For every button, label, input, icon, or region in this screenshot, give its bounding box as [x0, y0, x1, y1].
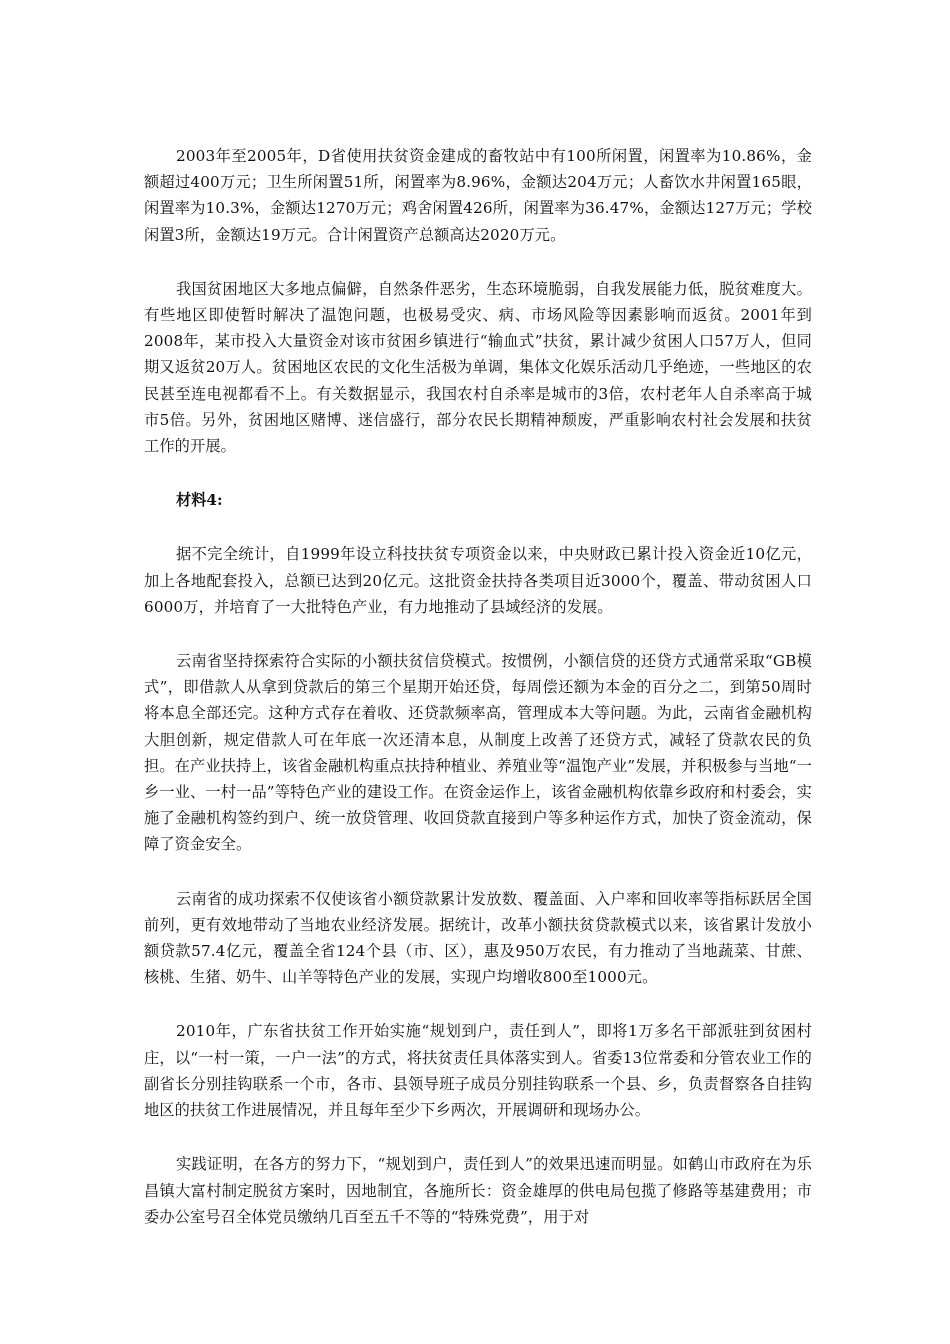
- paragraph-yunnan-microcredit: 云南省坚持探索符合实际的小额扶贫信贷模式。按惯例，小额信贷的还贷方式通常采取“GB模式”，即借款人从拿到贷款后的第三个星期开始还贷，每周偿还额为本金的百分之二，到第50周时将本息全部还完。这种方式存在着收、还贷款频率高，管理成本大等问题。为此，云南省金融机构大胆创新，规定借款人可在年底一次还清本息，从制度上改善了还贷方式，减轻了贷款农民的负担。在产业扶持上，该省金融机构重点扶持种植业、养殖业等“温饱产业”发展，并积极参与当地“一乡一业、一村一品”等特色产业的建设工作。在资金运作上，该省金融机构依靠乡政府和村委会，实施了金融机构签约到户、统一放贷管理、收回贷款直接到户等多种运作方式，加快了资金流动，保障了资金安全。: [144, 652, 812, 854]
- document-body: [144, 143, 812, 1258]
- paragraph-tech-poverty-fund: 据不完全统计，自1999年设立科技扶贫专项资金以来，中央财政已累计投入资金近10亿元，加上各地配套投入，总额已达到20亿元。这批资金扶持各类项目近3000个，覆盖、带动贫困人口6000万，并培育了一大批特色产业，有力地推动了县域经济的发展。: [144, 545, 812, 616]
- paragraph-guangdong-plan: 2010年，广东省扶贫工作开始实施“规划到户，责任到人”，即将1万多名干部派驻到贫困村庄，以“一村一策，一户一法”的方式，将扶贫责任具体落实到人。省委13位常委和分管农业工作的副省长分别挂钩联系一个市，各市、县领导班子成员分别挂钩联系一个县、乡，负责督察各自挂钩地区的扶贫工作进展情况，并且每年至少下乡两次，开展调研和现场办公。: [144, 1022, 812, 1120]
- paragraph-practice-proof: 实践证明，在各方的努力下，“规划到户，责任到人”的效果迅速而明显。如鹤山市政府在为乐昌镇大富村制定脱贫方案时，因地制宜，各施所长：资金雄厚的供电局包揽了修路等基建费用；市委办公室号召全体党员缴纳几百至五千不等的“特殊党费”，用于对: [144, 1155, 812, 1226]
- material-4-heading: 材料4:: [176, 491, 223, 510]
- paragraph-poverty-regions: 我国贫困地区大多地点偏僻，自然条件恶劣，生态环境脆弱，自我发展能力低，脱贫难度大。有些地区即使暂时解决了温饱问题，也极易受灾、病、市场风险等因素影响而返贫。2001年到2008年，某市投入大量资金对该市贫困乡镇进行“输血式”扶贫，累计减少贫困人口57万人，但同期又返贫20万人。贫困地区农民的文化生活极为单调，集体文化娱乐活动几乎绝迹，一些地区的农民甚至连电视都看不上。有关数据显示，我国农村自杀率是城市的3倍，农村老年人自杀率高于城市5倍。另外，贫困地区赌博、迷信盛行，部分农民长期精神颓废，严重影响农村社会发展和扶贫工作的开展。: [144, 279, 812, 456]
- paragraph-idle-assets: 2003年至2005年，D省使用扶贫资金建成的畜牧站中有100所闲置，闲置率为10.86%，金额超过400万元；卫生所闲置51所，闲置率为8.96%，金额达204万元；人畜饮水井闲置165眼，闲置率为10.3%，金额达1270万元；鸡舍闲置426所，闲置率为36.47%，金额达127万元；学校闲置3所，金额达19万元。合计闲置资产总额高达2020万元。: [144, 147, 812, 244]
- paragraph-yunnan-results: 云南省的成功探索不仅使该省小额贷款累计发放数、覆盖面、入户率和回收率等指标跃居全国前列，更有效地带动了当地农业经济发展。据统计，改革小额扶贫贷款模式以来，该省累计发放小额贷款57.4亿元，覆盖全省124个县（市、区），惠及950万农民，有力推动了当地蔬菜、甘蔗、核桃、生猪、奶牛、山羊等特色产业的发展，实现户均增收800至1000元。: [144, 889, 812, 987]
